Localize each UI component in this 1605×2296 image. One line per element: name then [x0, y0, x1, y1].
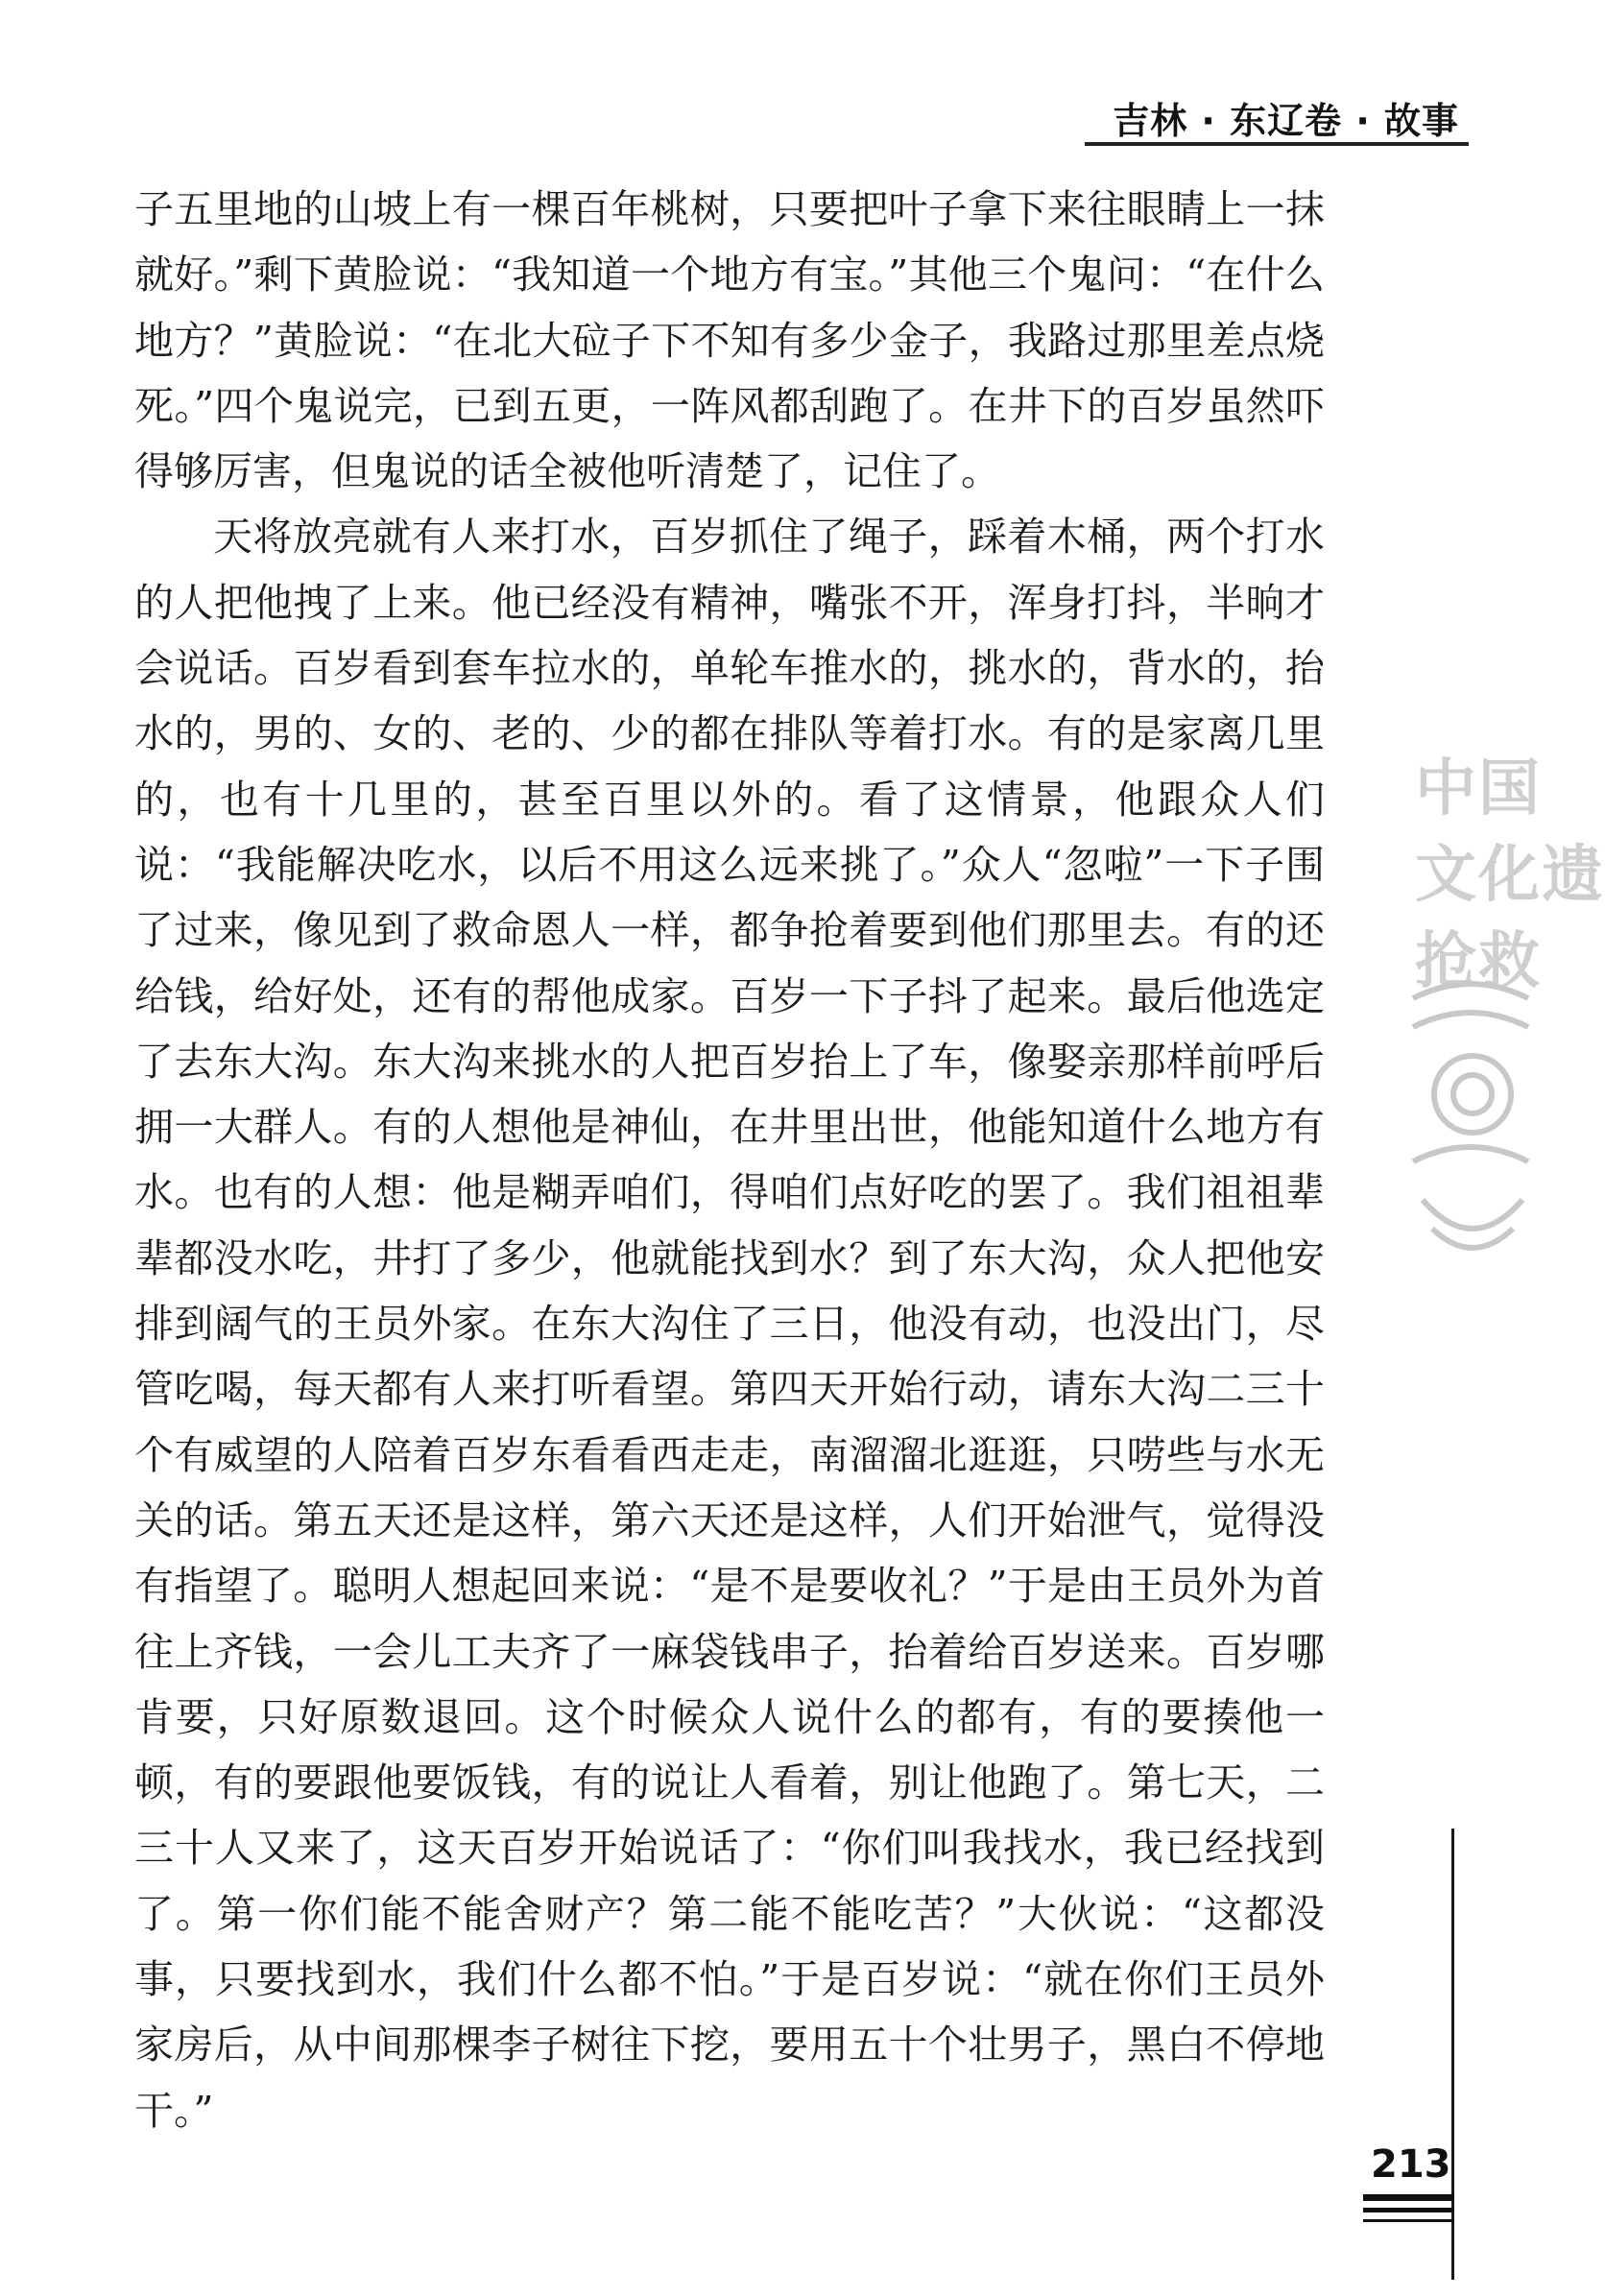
header-rule	[1085, 142, 1469, 146]
page-number-rule	[1363, 2208, 1454, 2212]
decoration-line: 中国	[1415, 753, 1542, 825]
decoration-line: 抢救	[1415, 926, 1542, 997]
body-text	[134, 177, 1325, 2143]
page-number: 213	[1371, 2142, 1451, 2187]
decoration-line: 文化遗	[1415, 840, 1605, 911]
page-number-rule	[1363, 2219, 1454, 2222]
ornament-pattern-icon	[1403, 979, 1542, 1267]
side-decoration-watermark	[1403, 729, 1605, 1267]
paragraph: 天将放亮就有人来打水，百岁抓住了绳子，踩着木桶，两个打水的人把他拽了上来。他已经没有精神，嘴张不开，浑身打抖，半晌才会说话。百岁看到套车拉水的，单轮车推水的，挑水的，背水的，抬水的，男的、女的、老的、少的都在排队等着打水。有的是家离几里的，也有十几里的，甚至百里以外的。看了这情景，他跟众人们说：“我能解决吃水，以后不用这么远来挑了。”众人“忽啦”一下子围了过来，像见到了救命恩人一样，都争抢着要到他们那里去。有的还给钱，给好处，还有的帮他成家。百岁一下子抖了起来。最后他选定了去东大沟。东大沟来挑水的人把百岁抬上了车，像娶亲那样前呼后拥一大群人。有的人想他是神仙，在井里出世，他能知道什么地方有水。也有的人想：他是糊弄咱们，得咱们点好吃的罢了。我们祖祖辈辈都没水吃，井打了多少，他就能找到水？到了东大沟，众人把他安排到阔气的王员外家。在东大沟住了三日，他没有动，也没出门，尽管吃喝，每天都有人来打听看望。第四天开始行动，请东大沟二三十个有威望的人陪着百岁东看看西走走，南溜溜北逛逛，只唠些与水无关的话。第五天还是这样，第六天还是这样，人们开始泄气，觉得没有指望了。聪明人想起回来说：“是不是要收礼？”于是由王员外为首往上齐钱，一会儿工夫齐了一麻袋钱串子，抬着给百岁送来。百岁哪肯要，只好原数退回。这个时候众人说什么的都有，有的要揍他一顿，有的要跟他要饭钱，有的说让人看着，别让他跑了。第七天，二三十人又来了，这天百岁开始说话了：“你们叫我找水，我已经找到了。第一你们能不能舍财产？第二能不能吃苦？”大伙说：“这都没事，只要找到水，我们什么都不怕。”于是百岁说：“就在你们王员外家房后，从中间那棵李子树往下挖，要用五十个壮男子，黑白不停地干。”	[134, 514, 1325, 2134]
running-head-title: 吉林 · 东辽卷 · 故事	[1113, 100, 1459, 142]
paragraph-continued: 子五里地的山坡上有一棵百年桃树，只要把叶子拿下来往眼睛上一抹就好。”剩下黄脸说：“我知道一个地方有宝。”其他三个鬼问：“在什么地方？”黄脸说：“在北大砬子下不知有多少金子，我路过那里差点烧死。”四个鬼说完，已到五更，一阵风都刮跑了。在井下的百岁虽然吓得够厉害，但鬼说的话全被他听清楚了，记住了。	[134, 186, 1325, 495]
page-number-rule	[1363, 2194, 1454, 2201]
